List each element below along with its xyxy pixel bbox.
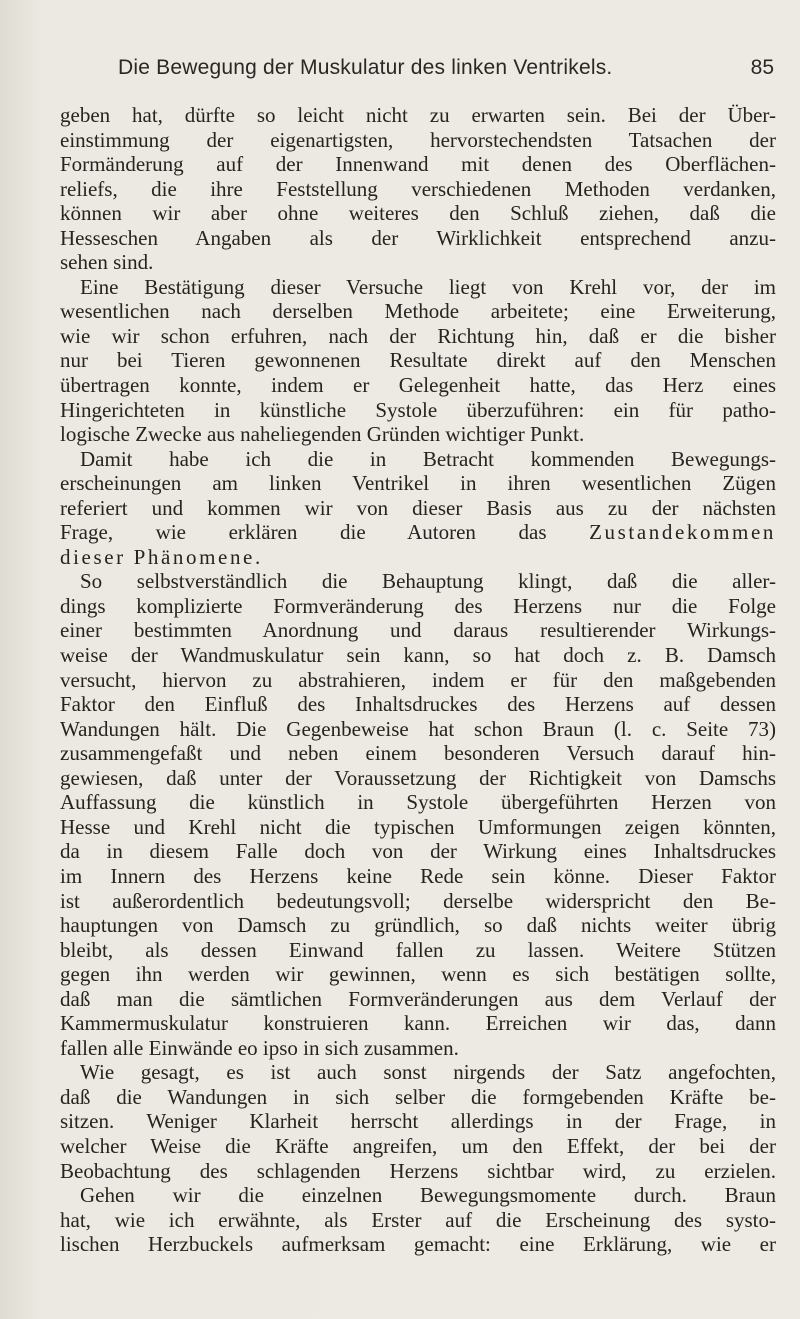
text-line: übertragen konnte, indem er Gelegenheit hatte, das Herz eines bbox=[60, 373, 776, 398]
body-text bbox=[60, 103, 776, 1257]
text-line: logische Zwecke aus naheliegenden Gründen wichtiger Punkt. bbox=[60, 422, 585, 447]
text-line: Wie gesagt, es ist auch sonst nirgends der Satz angefochten, bbox=[80, 1060, 776, 1085]
text-line: dings komplizierte Formveränderung des Herzens nur die Folge bbox=[60, 593, 776, 618]
text-line: da in diesem Falle doch von der Wirkung eines Inhaltsdruckes bbox=[60, 839, 776, 864]
text-line: versucht, hiervon zu abstrahieren, indem er für den maßgebenden bbox=[60, 667, 776, 692]
text-line: weise der Wandmuskulatur sein kann, so hat doch z. B. Damsch bbox=[60, 643, 776, 668]
text-line: wie wir schon erfuhren, nach der Richtung hin, daß er die bisher bbox=[60, 323, 776, 348]
text-line: gewiesen, daß unter der Voraussetzung der Richtigkeit von Damschs bbox=[60, 765, 776, 790]
text-line: daß man die sämtlichen Formveränderungen aus dem Verlauf der bbox=[60, 986, 776, 1011]
text-line: Faktor den Einfluß des Inhaltsdruckes des Herzens auf dessen bbox=[60, 692, 776, 717]
text-line: Formänderung auf der Innenwand mit denen des Oberflächen- bbox=[60, 152, 776, 177]
text-line: daß die Wandungen in sich selber die formgebenden Kräfte be- bbox=[60, 1084, 776, 1109]
text-line: Gehen wir die einzelnen Bewegungsmomente durch. Braun bbox=[80, 1183, 776, 1208]
text-line: geben hat, dürfte so leicht nicht zu erwarten sein. Bei der Über- bbox=[60, 103, 776, 127]
text-line: erscheinungen am linken Ventrikel in ihren wesentlichen Zügen bbox=[60, 471, 776, 496]
text-line: Eine Bestätigung dieser Versuche liegt von Krehl vor, der im bbox=[80, 274, 776, 299]
text-line: einer bestimmten Anordnung und daraus resultierender Wirkungs- bbox=[60, 618, 776, 643]
text-line: Damit habe ich die in Betracht kommenden Bewegungs- bbox=[80, 446, 776, 471]
text-line: Wandungen hält. Die Gegenbeweise hat schon Braun (l. c. Seite 73) bbox=[60, 716, 776, 741]
text-line: hauptungen von Damsch zu gründlich, so daß nichts weiter übrig bbox=[60, 913, 776, 938]
text-line: nur bei Tieren gewonnenen Resultate direkt auf den Menschen bbox=[60, 348, 776, 373]
text-line: sitzen. Weniger Klarheit herrscht allerdings in der Frage, in bbox=[60, 1109, 776, 1134]
text-line: im Innern des Herzens keine Rede sein könne. Dieser Faktor bbox=[60, 863, 776, 888]
text-line: bleibt, als dessen Einwand fallen zu lassen. Weitere Stützen bbox=[60, 937, 776, 962]
text-line: Beobachtung des schlagenden Herzens sichtbar wird, zu erzielen. bbox=[60, 1158, 776, 1183]
text-line: einstimmung der eigenartigsten, hervorstechendsten Tatsachen der bbox=[60, 127, 776, 152]
text-line: lischen Herzbuckels aufmerksam gemacht: eine Erklärung, wie er bbox=[60, 1232, 776, 1257]
text-line: zusammengefaßt und neben einem besonderen Versuch darauf hin- bbox=[60, 741, 776, 766]
text-line: können wir aber ohne weiteres den Schluß ziehen, daß die bbox=[60, 201, 776, 226]
text-line: gegen ihn werden wir gewinnen, wenn es sich bestätigen sollte, bbox=[60, 962, 776, 987]
text-line: So selbstverständlich die Behauptung klingt, daß die aller- bbox=[80, 569, 776, 594]
page-number: 85 bbox=[750, 56, 774, 79]
text-line: reliefs, die ihre Feststellung verschiedenen Methoden verdanken, bbox=[60, 176, 776, 201]
text-line: wesentlichen nach derselben Methode arbeitete; eine Erweiterung, bbox=[60, 299, 776, 324]
text-line: Auffassung die künstlich in Systole übergeführten Herzen von bbox=[60, 790, 776, 815]
text-line: hat, wie ich erwähnte, als Erster auf die Erscheinung des systo- bbox=[60, 1207, 776, 1232]
page-header bbox=[118, 56, 774, 88]
text-line: referiert und kommen wir von dieser Basis aus zu der nächsten bbox=[60, 495, 776, 520]
text-line: fallen alle Einwände eo ipso in sich zusammen. bbox=[60, 1035, 459, 1060]
text-line: Hesseschen Angaben als der Wirklichkeit entsprechend anzu- bbox=[60, 225, 776, 250]
text-line: Kammermuskulatur konstruieren kann. Erreichen wir das, dann bbox=[60, 1011, 776, 1036]
text-line: Hesse und Krehl nicht die typischen Umformungen zeigen könnten, bbox=[60, 814, 776, 839]
text-line: dieser Phänomene. bbox=[60, 544, 263, 569]
running-title: Die Bewegung der Muskulatur des linken Ventrikels. bbox=[118, 56, 613, 79]
text-line: ist außerordentlich bedeutungsvoll; derselbe widerspricht den Be- bbox=[60, 888, 776, 913]
text-line: sehen sind. bbox=[60, 250, 154, 275]
text-line: Frage, wie erklären die Autoren das Zustandekommen bbox=[60, 520, 776, 545]
text-line: Hingerichteten in künstliche Systole überzuführen: ein für patho- bbox=[60, 397, 776, 422]
text-line: welcher Weise die Kräfte angreifen, um den Effekt, der bei der bbox=[60, 1133, 776, 1158]
